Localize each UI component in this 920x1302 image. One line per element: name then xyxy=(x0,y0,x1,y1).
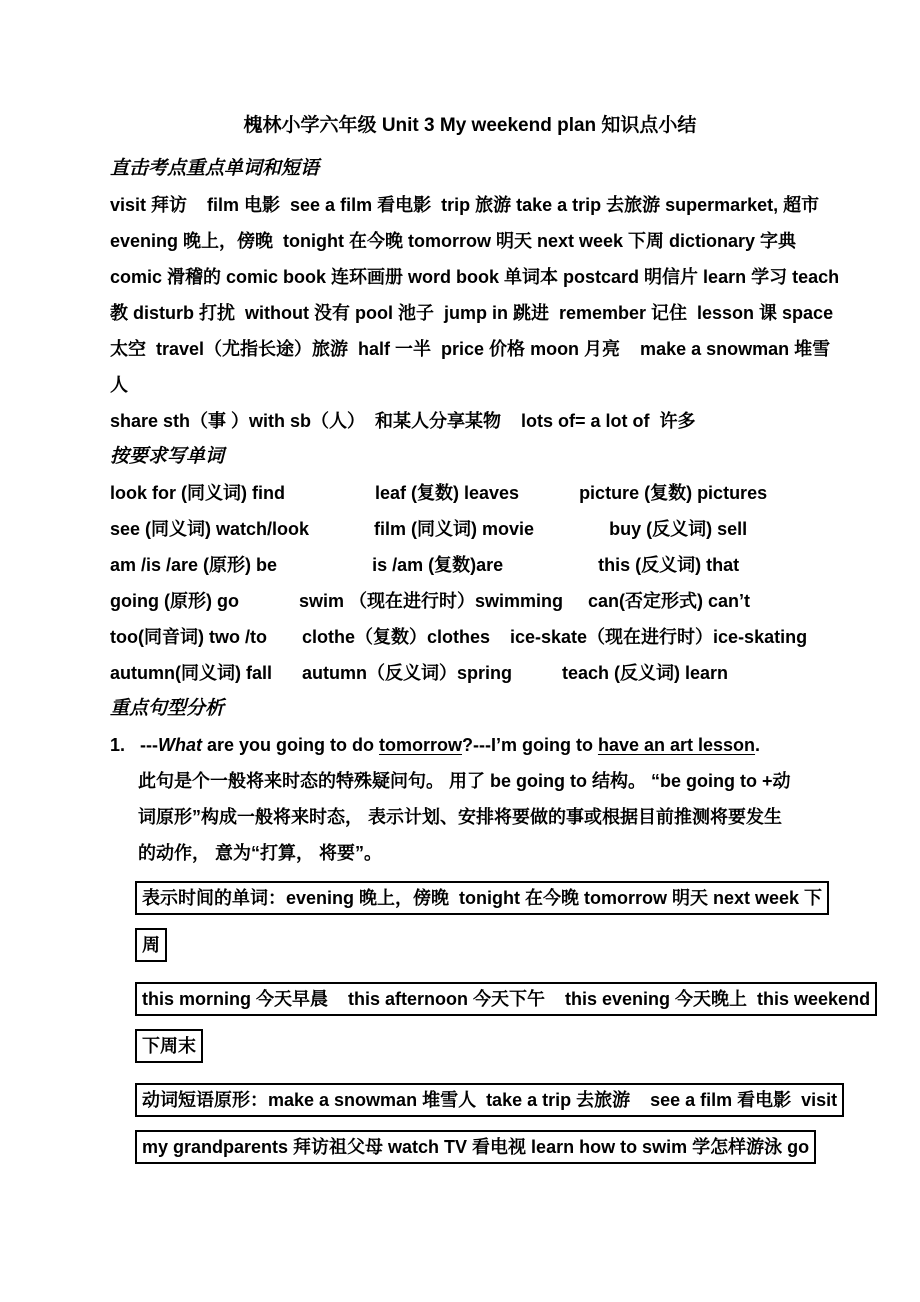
sentence-mid-1: are you going to do xyxy=(201,735,379,755)
write-line-6: autumn(同义词) fall autumn（反义词）spring teach (反义词) learn xyxy=(110,663,729,683)
vocab-line-1: visit 拜访 film 电影 see a film 看电影 trip 旅游 take a trip 去旅游 supermarket, 超市 xyxy=(110,195,820,215)
sentence-italic-what: What xyxy=(157,735,202,755)
heading-write-words: 按要求写单词 xyxy=(110,446,225,467)
vocab-line-5: 太空 travel（尤指长途）旅游 half 一半 price 价格 moon 月亮 make a snowman 堆雪 xyxy=(110,339,831,359)
sentence-mid-2: ?---I’m going to xyxy=(461,735,598,755)
sentence-dash: --- xyxy=(140,735,158,755)
heading-sentence-analysis: 重点句型分析 xyxy=(110,698,225,719)
document-title: 槐林小学六年级 Unit 3 My weekend plan 知识点小结 xyxy=(243,115,697,136)
vocab-line-7: share sth（事 ）with sb（人） 和某人分享某物 lots of= a lot of 许多 xyxy=(110,411,696,431)
time-words-box-line-1: 表示时间的单词：evening 晚上，傍晚 tonight 在今晚 tomorrow 明天 next week 下 xyxy=(135,881,829,915)
sentence-text xyxy=(140,727,760,763)
write-line-4: going (原形) go swim （现在进行时）swimming can(否定形式) can’t xyxy=(110,591,751,611)
vocab-line-3: comic 滑稽的 comic book 连环画册 word book 单词本 postcard 明信片 learn 学习 teach xyxy=(110,267,840,287)
sentence-period: . xyxy=(755,735,761,755)
heading-key-words: 直击考点重点单词和短语 xyxy=(110,158,320,179)
box-row-5 xyxy=(135,1083,838,1117)
vocab-line-4: 教 disturb 打扰 without 没有 pool 池子 jump in 跳进 remember 记住 lesson 课 space xyxy=(110,303,834,323)
box-row-6 xyxy=(135,1130,830,1164)
sentence-number: 1. xyxy=(110,735,126,755)
vocab-line-6: 人 xyxy=(110,375,128,395)
sentence-underline-art-lesson: have an art lesson xyxy=(597,735,756,755)
explain-line-3: 的动作， 意为“打算， 将要”。 xyxy=(138,843,383,863)
verb-phrases-box-line-1: 动词短语原形：make a snowman 堆雪人 take a trip 去旅游 see a film 看电影 visit xyxy=(135,1083,844,1117)
write-line-1: look for (同义词) find leaf (复数) leaves picture (复数) pictures xyxy=(110,483,768,503)
explain-line-1: 此句是个一般将来时态的特殊疑问句。 用了 be going to 结构。 “be going to +动 xyxy=(138,771,791,791)
key-sentence-1 xyxy=(110,727,830,763)
box-row-1 xyxy=(135,881,830,915)
time-phrases-box-line-2: 下周末 xyxy=(135,1029,203,1063)
explain-line-2: 词原形”构成一般将来时态， 表示计划、安排将要做的事或根据目前推测将要发生 xyxy=(138,807,782,827)
time-words-box-line-2: 周 xyxy=(135,928,167,962)
verb-phrases-box-line-2: my grandparents 拜访祖父母 watch TV 看电视 learn how to swim 学怎样游泳 go xyxy=(135,1130,816,1164)
box-row-3 xyxy=(135,982,871,1016)
box-row-4 xyxy=(135,1029,830,1063)
write-line-3: am /is /are (原形) be is /am (复数)are this (反义词) that xyxy=(110,555,740,575)
sentence-underline-tomorrow: tomorrow xyxy=(378,735,462,755)
write-line-2: see (同义词) watch/look film (同义词) movie buy (反义词) sell xyxy=(110,519,748,539)
write-line-5: too(同音词) two /to clothe（复数）clothes ice-skate（现在进行时）ice-skating xyxy=(110,627,808,647)
box-row-2 xyxy=(135,928,830,962)
boxed-notes xyxy=(135,881,871,1164)
vocab-line-2: evening 晚上，傍晚 tonight 在今晚 tomorrow 明天 next week 下周 dictionary 字典 xyxy=(110,231,797,251)
time-phrases-box-line-1: this morning 今天早晨 this afternoon 今天下午 this evening 今天晚上 this weekend xyxy=(135,982,877,1016)
